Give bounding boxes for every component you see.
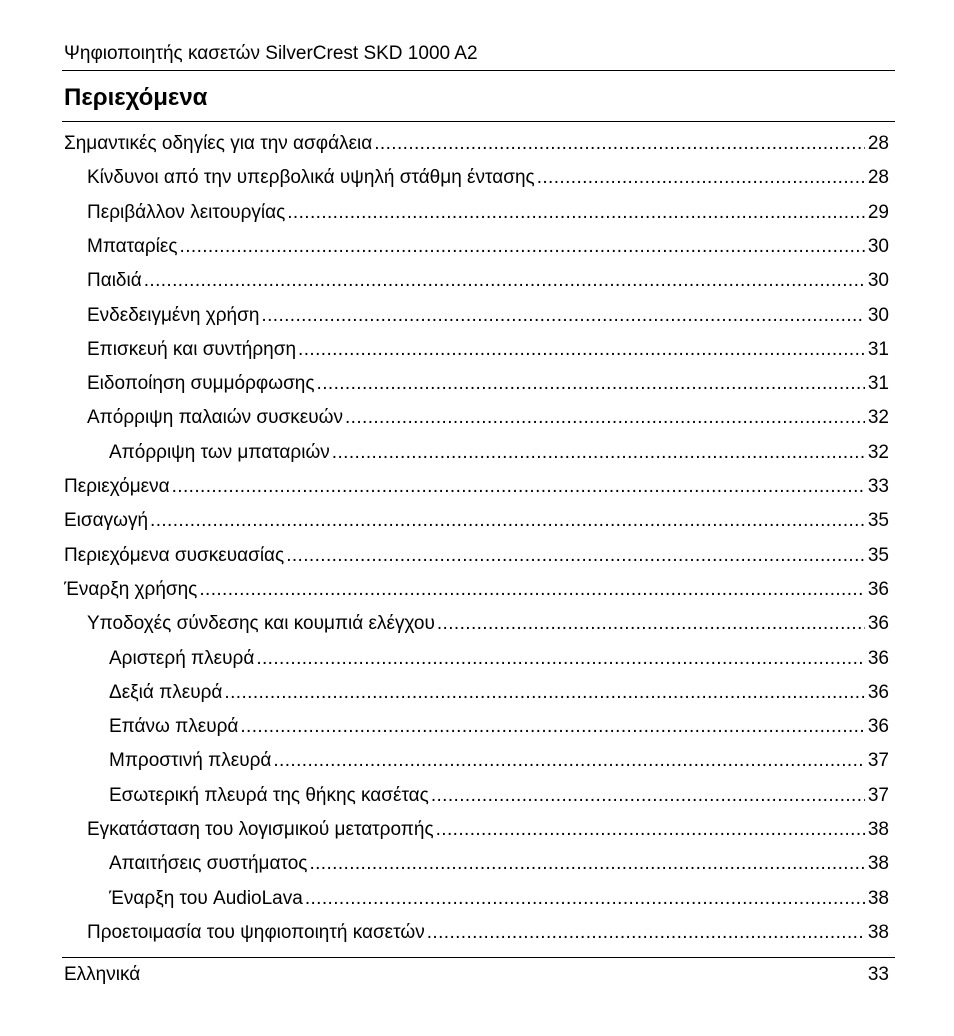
toc-entry[interactable] — [87, 196, 889, 230]
toc-dot-leader — [287, 196, 865, 230]
page-title: Περιεχόμενα — [64, 84, 208, 111]
toc-entry[interactable] — [87, 367, 889, 401]
toc-dot-leader — [224, 676, 864, 710]
toc-entry[interactable] — [109, 676, 889, 710]
toc-dot-leader — [332, 436, 865, 470]
toc-dot-leader — [537, 161, 865, 195]
toc-entry-page: 37 — [867, 784, 889, 806]
toc-dot-leader — [374, 127, 865, 161]
toc-entry[interactable] — [87, 401, 889, 435]
toc-dot-leader — [305, 882, 865, 916]
toc-dot-leader — [256, 642, 865, 676]
toc-entry-label: Απαιτήσεις συστήματος — [109, 853, 308, 875]
toc-entry[interactable] — [87, 333, 889, 367]
toc-dot-leader — [345, 401, 865, 435]
toc-dot-leader — [273, 744, 864, 778]
toc-entry-page: 36 — [867, 647, 889, 669]
toc-dot-leader — [261, 299, 864, 333]
toc-entry-page: 32 — [867, 441, 889, 463]
toc-entry[interactable] — [64, 539, 889, 573]
toc-entry[interactable] — [109, 744, 889, 778]
toc-entry-label: Εσωτερική πλευρά της θήκης κασέτας — [109, 784, 429, 806]
toc-dot-leader — [431, 779, 865, 813]
toc-entry[interactable] — [87, 916, 889, 950]
toc-entry-label: Υποδοχές σύνδεσης και κουμπιά ελέγχου — [87, 613, 435, 635]
toc-entry[interactable] — [109, 436, 889, 470]
toc-entry-label: Ειδοποίηση συμμόρφωσης — [87, 373, 315, 395]
toc-entry[interactable] — [87, 813, 889, 847]
toc-entry-label: Επάνω πλευρά — [109, 716, 239, 738]
toc-entry[interactable] — [64, 504, 889, 538]
toc-entry-page: 28 — [867, 167, 889, 189]
toc-entry[interactable] — [64, 127, 889, 161]
toc-entry[interactable] — [87, 607, 889, 641]
toc-dot-leader — [240, 710, 864, 744]
toc-entry-page: 38 — [867, 887, 889, 909]
toc-entry-page: 30 — [867, 270, 889, 292]
toc-entry-label: Κίνδυνοι από την υπερβολικά υψηλή στάθμη έντασης — [87, 167, 535, 189]
toc-entry[interactable] — [87, 299, 889, 333]
toc-entry-label: Έναρξη χρήσης — [64, 578, 198, 600]
header-rule — [62, 70, 895, 71]
toc-entry-label: Παιδιά — [87, 270, 142, 292]
toc-entry-label: Μπροστινή πλευρά — [109, 750, 272, 772]
toc-entry[interactable] — [109, 779, 889, 813]
toc-entry-label: Αριστερή πλευρά — [109, 647, 255, 669]
toc-entry-label: Σημαντικές οδηγίες για την ασφάλεια — [64, 133, 373, 154]
toc-entry-page: 37 — [867, 750, 889, 772]
toc-entry[interactable] — [87, 230, 889, 264]
toc-entry[interactable] — [87, 264, 889, 298]
toc-entry[interactable] — [109, 710, 889, 744]
footer-page-number: 33 — [867, 964, 889, 985]
toc-entry[interactable] — [87, 161, 889, 195]
toc-entry-label: Εγκατάσταση του λογισμικού μετατροπής — [87, 819, 434, 840]
footer-language: Ελληνικά — [64, 964, 141, 985]
toc-entry-label: Περιβάλλον λειτουργίας — [87, 201, 286, 223]
toc-entry-page: 38 — [867, 819, 889, 840]
toc-entry-label: Έναρξη του AudioLava — [109, 887, 303, 909]
toc-entry-page: 38 — [867, 921, 889, 943]
toc-dot-leader — [437, 607, 865, 641]
toc-dot-leader — [286, 539, 865, 573]
toc-entry-label: Δεξιά πλευρά — [109, 681, 223, 703]
toc-entry[interactable] — [109, 847, 889, 881]
title-rule — [62, 121, 895, 122]
toc-dot-leader — [199, 573, 865, 607]
toc-dot-leader — [298, 333, 865, 367]
toc-entry-page: 38 — [867, 853, 889, 875]
toc-entry-page: 30 — [867, 304, 889, 326]
toc-entry-page: 32 — [867, 407, 889, 429]
toc-entry[interactable] — [109, 642, 889, 676]
toc-dot-leader — [150, 504, 865, 538]
toc-dot-leader — [436, 813, 865, 847]
toc-entry-label: Μπαταρίες — [87, 235, 178, 257]
toc-dot-leader — [172, 470, 865, 504]
toc-entry-label: Επισκευή και συντήρηση — [87, 338, 297, 360]
toc-entry-page: 29 — [867, 201, 889, 223]
toc-entry-page: 36 — [867, 681, 889, 703]
toc-entry-label: Εισαγωγή — [64, 510, 149, 532]
toc-entry-page: 28 — [867, 133, 889, 154]
toc-entry-page: 31 — [867, 373, 889, 395]
toc-entry-label: Ενδεδειγμένη χρήση — [87, 304, 260, 326]
toc-entry-page: 31 — [867, 338, 889, 360]
toc-entry[interactable] — [109, 882, 889, 916]
toc-dot-leader — [317, 367, 865, 401]
toc-entry-label: Περιεχόμενα συσκευασίας — [64, 544, 285, 566]
toc-dot-leader — [144, 264, 865, 298]
toc-entry-page: 35 — [867, 544, 889, 566]
running-header-title: Ψηφιοποιητής κασετών SilverCrest SKD 1000 A2 — [64, 43, 478, 64]
toc-entry-label: Περιεχόμενα — [64, 476, 170, 497]
toc-dot-leader — [427, 916, 865, 950]
toc-entry[interactable] — [64, 573, 889, 607]
toc-entry-label: Προετοιμασία του ψηφιοποιητή κασετών — [87, 921, 425, 943]
toc-entry-page: 30 — [867, 235, 889, 257]
toc-entry-page: 36 — [867, 613, 889, 635]
toc-dot-leader — [180, 230, 865, 264]
toc-entry-page: 36 — [867, 716, 889, 738]
toc-entry-page: 35 — [867, 510, 889, 532]
toc-entry-page: 36 — [867, 578, 889, 600]
toc-dot-leader — [309, 847, 864, 881]
toc-entry-page: 33 — [867, 476, 889, 497]
toc-entry-label: Απόρριψη των μπαταριών — [109, 441, 330, 463]
toc-entry-label: Απόρριψη παλαιών συσκευών — [87, 407, 343, 429]
footer-rule — [62, 957, 895, 958]
toc-entry[interactable] — [64, 470, 889, 504]
